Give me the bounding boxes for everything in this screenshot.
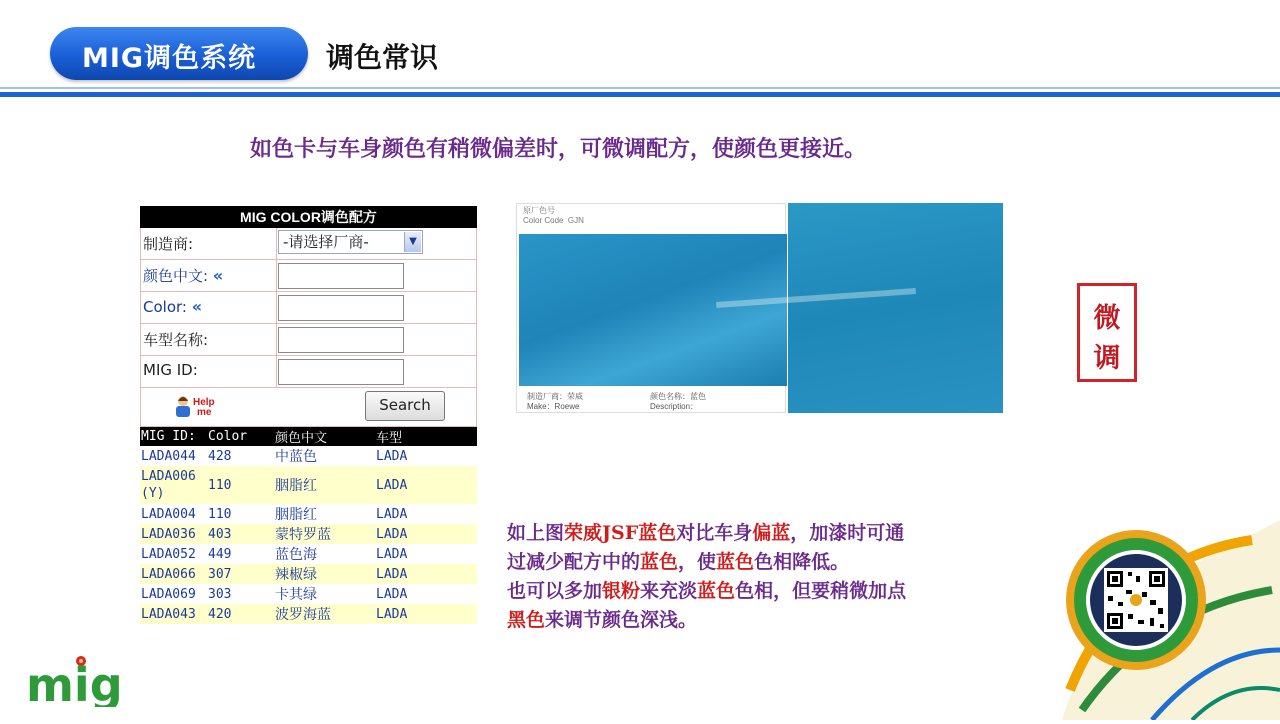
help-label-me: me — [197, 407, 212, 418]
para-line-3 — [507, 577, 1027, 606]
color-label: Color: — [143, 298, 187, 316]
header-rule — [0, 92, 1280, 97]
text: 过减少配方中的 — [507, 551, 641, 573]
headline: 如色卡与车身颜色有稍微偏差时，可微调配方，使颜色更接近。 — [250, 136, 867, 162]
color-card-swatch — [519, 234, 787, 386]
row-divider — [276, 356, 277, 387]
card-top-label-cn: 原厂色号 — [523, 206, 555, 215]
cell-color: 307 — [207, 564, 274, 584]
help-icon[interactable] — [173, 393, 217, 419]
text: 对比车身 — [676, 522, 753, 544]
cell-mig-id[interactable]: LADA043 — [140, 604, 207, 624]
card-color-code-label: Color Code — [523, 216, 564, 225]
mig-logo — [26, 655, 136, 711]
col-color-cn: 颜色中文 — [274, 427, 375, 446]
cell-mig-id[interactable]: LADA036 — [140, 524, 207, 544]
color-cn-label-wrap — [143, 265, 223, 286]
color-formula-panel — [140, 206, 477, 624]
cell-color-cn: 蓝色海 — [274, 544, 375, 564]
cell-color-cn: 辣椒绿 — [274, 564, 375, 584]
cell-color-cn: 胭脂红 — [274, 466, 375, 504]
manufacturer-select[interactable] — [278, 230, 423, 254]
card-make-cn: 制造厂商：荣威 — [527, 392, 583, 401]
highlight: 黑色 — [507, 609, 546, 631]
table-row[interactable] — [140, 466, 477, 504]
mig-id-label: MIG ID: — [143, 361, 198, 379]
col-color: Color — [207, 427, 274, 446]
color-code-input[interactable] — [278, 295, 404, 321]
cell-model: LADA — [375, 466, 477, 504]
fine-tune-box — [1077, 283, 1137, 382]
card-desc-en: Description： — [650, 402, 699, 411]
header-rule-thin — [0, 87, 1280, 89]
color-comparison-photo — [516, 203, 1003, 413]
para-line-4 — [507, 606, 1027, 635]
card-make-en: Make：Roewe — [527, 402, 580, 411]
cell-mig-id[interactable]: LADA069 — [140, 584, 207, 604]
para-line-2 — [507, 548, 1027, 577]
highlight: 偏蓝 — [752, 522, 791, 544]
form-title: MIG COLOR调色配方 — [140, 206, 477, 228]
cell-model: LADA — [375, 544, 477, 564]
para-line-1 — [507, 519, 1027, 548]
manufacturer-select-value: -请选择厂商- — [283, 233, 369, 251]
cell-color-cn: 中蓝色 — [274, 446, 375, 466]
cell-color: 110 — [207, 466, 274, 504]
cell-color-cn: 胭脂红 — [274, 504, 375, 524]
card-description — [650, 392, 706, 412]
cell-color: 428 — [207, 446, 274, 466]
table-row[interactable] — [140, 584, 477, 604]
manufacturer-row — [140, 228, 477, 260]
highlight: 蓝色 — [697, 580, 736, 602]
cell-model: LADA — [375, 504, 477, 524]
text: 来调节颜色深浅。 — [545, 609, 698, 631]
search-button[interactable]: Search — [365, 391, 445, 421]
text: 色相降低。 — [754, 551, 850, 573]
cell-mig-id[interactable]: LADA004 — [140, 504, 207, 524]
text: 来充淡 — [640, 580, 698, 602]
table-row[interactable] — [140, 446, 477, 466]
table-row[interactable] — [140, 504, 477, 524]
double-arrow-icon[interactable]: « — [191, 297, 203, 316]
model-label: 车型名称: — [143, 331, 209, 349]
cell-color: 420 — [207, 604, 274, 624]
model-row — [140, 324, 477, 356]
cell-mig-id[interactable]: LADA044 — [140, 446, 207, 466]
row-divider — [276, 228, 277, 259]
highlight: 银粉 — [602, 580, 641, 602]
cell-color: 403 — [207, 524, 274, 544]
cell-model: LADA — [375, 446, 477, 466]
table-row[interactable] — [140, 604, 477, 624]
cell-color-cn: 卡其绿 — [274, 584, 375, 604]
row-divider — [276, 324, 277, 355]
qr-code-badge — [1062, 500, 1280, 720]
cell-color: 303 — [207, 584, 274, 604]
mig-id-input[interactable] — [278, 359, 404, 385]
table-row[interactable] — [140, 544, 477, 564]
text: 色相，但要稍微加点 — [735, 580, 907, 602]
color-cn-label: 颜色中文: — [143, 267, 209, 285]
text: ，加漆时可通 — [790, 522, 905, 544]
chevron-down-icon[interactable]: ▼ — [404, 232, 421, 252]
col-mig-id: MIG ID: — [140, 427, 207, 446]
row-divider — [276, 292, 277, 323]
color-label-wrap — [143, 297, 202, 316]
table-row[interactable] — [140, 524, 477, 544]
card-top-labels — [523, 206, 584, 226]
cell-mig-id[interactable]: LADA006 (Y) — [140, 466, 207, 504]
cell-mig-id[interactable]: LADA052 — [140, 544, 207, 564]
help-label: Help — [193, 397, 215, 408]
highlight: 荣威JSF蓝色 — [564, 522, 677, 544]
cell-model: LADA — [375, 584, 477, 604]
card-top-label-en — [523, 216, 584, 226]
cell-color-cn: 波罗海蓝 — [274, 604, 375, 624]
fine-tune-char-1: 微 — [1093, 303, 1121, 334]
highlight: 蓝色 — [640, 551, 679, 573]
system-name: MIG调色系统 — [82, 43, 257, 74]
card-make — [527, 392, 583, 412]
cell-color: 110 — [207, 504, 274, 524]
text: 也可以多加 — [507, 580, 603, 602]
mig-id-row — [140, 356, 477, 388]
button-row — [140, 388, 477, 427]
cell-color-cn: 蒙特罗蓝 — [274, 524, 375, 544]
manufacturer-label: 制造商: — [143, 235, 194, 253]
cell-mig-id[interactable]: LADA066 — [140, 564, 207, 584]
text: ，使 — [678, 551, 717, 573]
color-card — [516, 203, 786, 413]
color-cn-row — [140, 260, 477, 292]
color-cn-input[interactable] — [278, 263, 404, 289]
table-row[interactable] — [140, 564, 477, 584]
cell-model: LADA — [375, 604, 477, 624]
double-arrow-icon[interactable]: « — [212, 266, 224, 285]
color-row — [140, 292, 477, 324]
highlight: 蓝色 — [716, 551, 755, 573]
fine-tune-char-2: 调 — [1093, 343, 1121, 374]
results-table — [140, 427, 477, 624]
card-desc-cn: 颜色名称：蓝色 — [650, 392, 706, 401]
model-input[interactable] — [278, 327, 404, 353]
cell-model: LADA — [375, 564, 477, 584]
cell-color: 449 — [207, 544, 274, 564]
cell-model: LADA — [375, 524, 477, 544]
car-body-swatch — [788, 203, 1003, 413]
results-header-row — [140, 427, 477, 446]
explanation-paragraph — [507, 519, 1027, 635]
card-color-code-value: GJN — [567, 216, 584, 225]
col-model: 车型 — [375, 427, 477, 446]
row-divider — [276, 260, 277, 291]
text: 如上图 — [507, 522, 565, 544]
page-title: 调色常识 — [326, 41, 439, 74]
logo-text: mig — [26, 658, 123, 707]
